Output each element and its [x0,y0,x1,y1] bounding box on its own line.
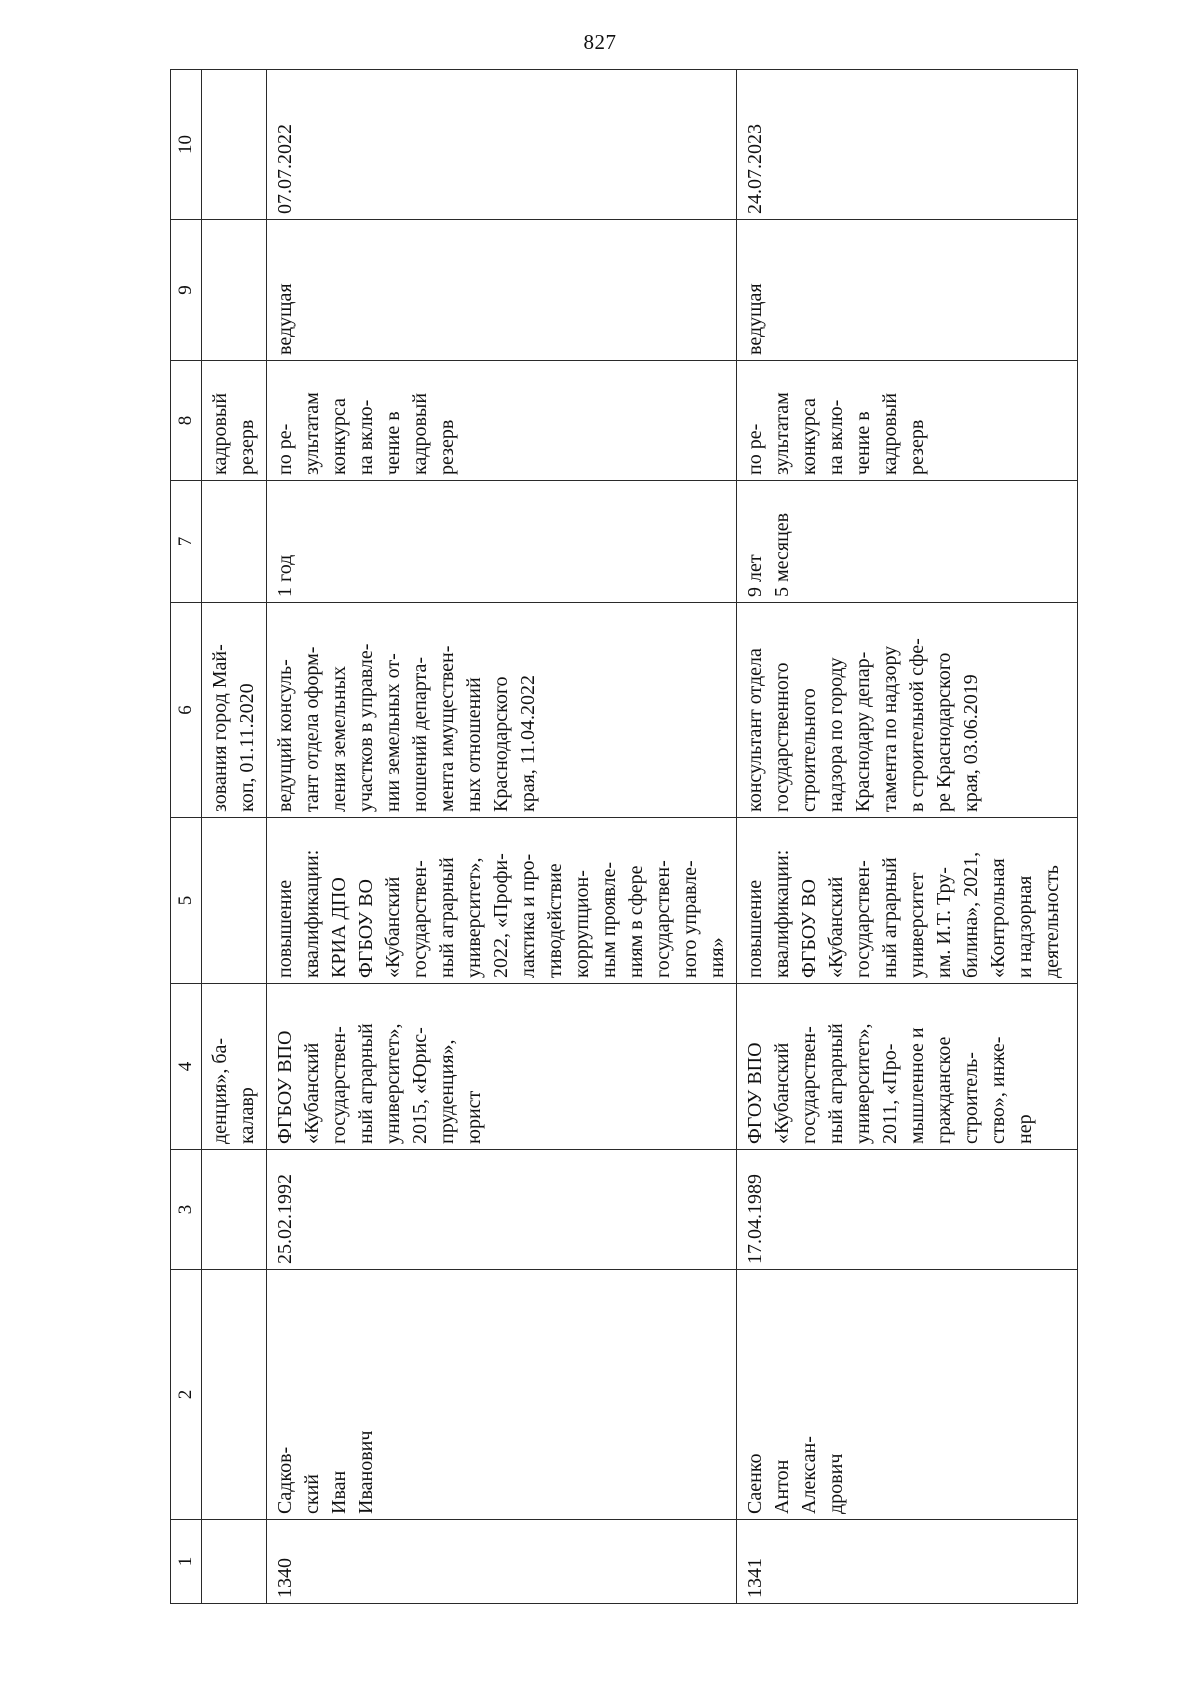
continuation-cell [202,984,267,1150]
position-group-cell [737,220,1078,361]
inclusion-date: 07.07.2022 [274,124,296,214]
full-name-cell [267,1270,737,1520]
position: ведущий консуль- тант отдела оформ- ления земельных участков в управле- нии земельных от- ношений департа- мента имуществен- ных отношений Краснодарского края, 11.04.2022 [274,643,539,812]
inclusion-date-cell [267,70,737,220]
rotated-table-container [170,70,1074,1604]
basis-cell [737,361,1078,481]
position-group: ведущая [744,283,766,355]
additional-education-cell [267,818,737,984]
position-group: ведущая [274,283,296,355]
basis-cell [267,361,737,481]
basis: по ре- зультатам конкурса на вклю- чение в кадровый резерв [274,392,458,475]
column-number: 4 [171,984,202,1150]
column-number-row [171,70,202,1604]
column-number: 8 [171,361,202,481]
table-row [267,70,737,1604]
table-row [737,70,1078,1604]
experience-cell [267,481,737,603]
personnel-reserve-table [170,69,1078,1604]
row-number-cell [737,1520,1078,1604]
continuation-row [202,70,267,1604]
experience: 9 лет 5 месяцев [744,512,793,597]
birth-date: 25.02.1992 [274,1174,296,1264]
experience: 1 год [274,554,296,597]
position: консультант отдела государственного строительного надзора по городу Краснодару депар- тамента по надзору в строительной сфе- ре Краснодарского края, 03.06.2019 [744,638,982,812]
position-group-cell [267,220,737,361]
birth-date-cell [737,1150,1078,1270]
additional-education: повышение квалификации: КРИА ДПО ФГБОУ ВО «Кубанский государствен- ный аграрный университет», 2022, «Профи- лактика и про- тиводействие коррупцион- ным проявле- ниям в сфере государствен- ного управле- ния» [274,849,728,978]
column-number: 5 [171,818,202,984]
position-cell [267,603,737,818]
experience-cell [737,481,1078,603]
education-cell [267,984,737,1150]
row-number-cell [267,1520,737,1604]
cell-text: кадровый резерв [209,392,258,475]
inclusion-date: 24.07.2023 [744,124,766,214]
column-number: 7 [171,481,202,603]
column-number: 3 [171,1150,202,1270]
full-name-cell [737,1270,1078,1520]
continuation-cell [202,220,267,361]
additional-education: повышение квалификации: ФГБОУ ВО «Кубанский государствен- ный аграрный университет им. И.Т. Тру- билина», 2021, «Контрольная и надзорная деятельность [744,849,1063,978]
column-number: 6 [171,603,202,818]
inclusion-date-cell [737,70,1078,220]
full-name: Саенко Антон Алексан- дрович [744,1436,847,1514]
basis: по ре- зультатам конкурса на вклю- чение в кадровый резерв [744,392,928,475]
continuation-cell [202,481,267,603]
continuation-cell [202,1270,267,1520]
cell-text: денция», ба- калавр [209,1037,258,1144]
column-number: 10 [171,70,202,220]
education: ФГОУ ВПО «Кубанский государствен- ный аграрный университет», 2011, «Про- мышленное и гражданское строитель- ство», инже- нер [744,1023,1036,1144]
education: ФГБОУ ВПО «Кубанский государствен- ный аграрный университет», 2015, «Юрис- пруденция», юрист [274,1023,485,1144]
continuation-cell [202,361,267,481]
page-number: 827 [583,30,617,54]
full-name: Садков- ский Иван Иванович [274,1430,377,1514]
column-number: 1 [171,1520,202,1604]
row-number: 1341 [744,1558,766,1598]
birth-date: 17.04.1989 [744,1174,766,1264]
cell-text: зования город Май- коп, 01.11.2020 [209,644,258,812]
column-number: 2 [171,1270,202,1520]
additional-education-cell [737,818,1078,984]
birth-date-cell [267,1150,737,1270]
position-cell [737,603,1078,818]
education-cell [737,984,1078,1150]
continuation-cell [202,818,267,984]
column-number: 9 [171,220,202,361]
continuation-cell [202,1150,267,1270]
continuation-cell [202,603,267,818]
row-number: 1340 [274,1558,296,1598]
continuation-cell [202,1520,267,1604]
continuation-cell [202,70,267,220]
